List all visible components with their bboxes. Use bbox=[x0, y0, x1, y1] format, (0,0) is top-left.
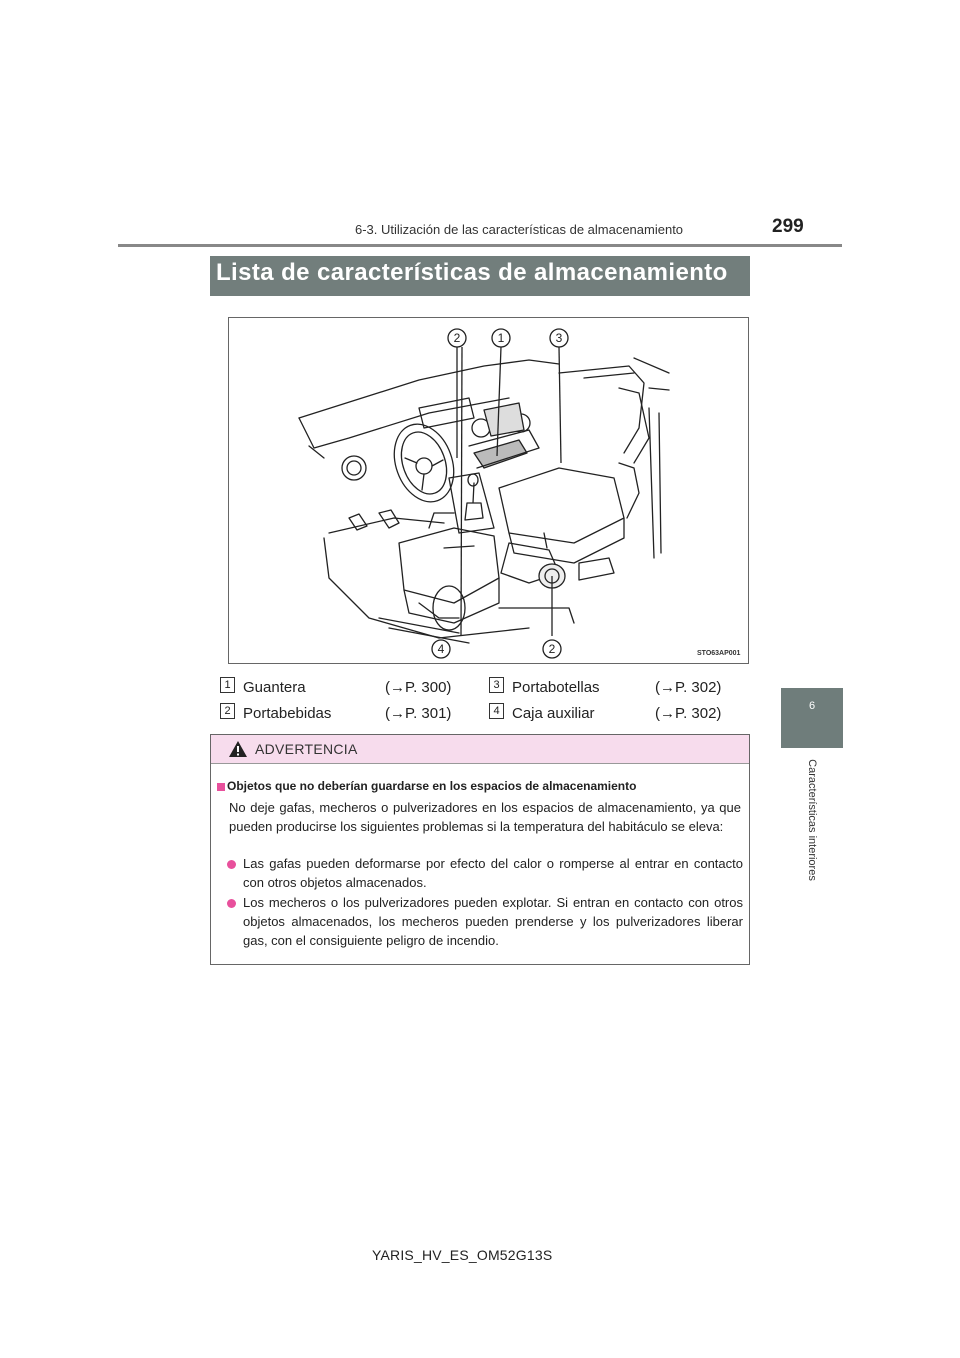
legend-page-ref: (→P. 300) bbox=[385, 679, 452, 696]
legend-number: 1 bbox=[220, 677, 235, 693]
legend-page-ref: (→P. 301) bbox=[385, 705, 452, 722]
legend-number: 3 bbox=[489, 677, 504, 693]
chapter-tab bbox=[781, 688, 843, 748]
car-interior-illustration bbox=[228, 317, 749, 664]
legend-label: Portabotellas bbox=[512, 679, 600, 696]
callout-label: 3 bbox=[555, 331, 563, 345]
banner-title: Lista de características de almacenamiento bbox=[216, 259, 728, 286]
car-interior-drawing bbox=[229, 318, 750, 665]
legend-page-ref: (→P. 302) bbox=[655, 705, 722, 722]
legend-label: Guantera bbox=[243, 679, 306, 696]
legend-label: Portabebidas bbox=[243, 705, 332, 722]
legend-number: 2 bbox=[220, 703, 235, 719]
bullet-icon bbox=[227, 860, 236, 869]
legend-label: Caja auxiliar bbox=[512, 705, 595, 722]
section-marker-icon bbox=[217, 783, 225, 791]
warning-triangle-icon bbox=[228, 740, 248, 763]
callout-label: 4 bbox=[437, 642, 445, 656]
warning-heading: Objetos que no deberían guardarse en los espacios de almacenamiento bbox=[227, 779, 637, 793]
figure-code: STO63AP001 bbox=[697, 650, 741, 657]
warning-bullet: Las gafas pueden deformarse por efecto del calor o romperse al entrar en contacto con otros objetos almacenados. bbox=[243, 856, 743, 890]
callout-label: 2 bbox=[453, 331, 461, 345]
warning-bullet: Los mecheros o los pulverizadores pueden explotar. Si entran en contacto con otros objetos almacenados, los mecheros pueden prenderse y los pulverizadores liberar gas, con el consiguiente peligro de incendio. bbox=[243, 895, 743, 948]
chapter-tab-label: Características interiores bbox=[806, 759, 818, 881]
callout-label: 2 bbox=[548, 642, 556, 656]
chapter-tab-number: 6 bbox=[808, 700, 816, 712]
warning-intro: No deje gafas, mecheros o pulverizadores en los espacios de almacenamiento, ya que pueden producirse los siguientes problemas si la temperatura del habitáculo se eleva: bbox=[229, 800, 741, 834]
page-number: 299 bbox=[772, 216, 804, 237]
callout-label: 1 bbox=[497, 331, 505, 345]
legend-number: 4 bbox=[489, 703, 504, 719]
warning-title: ADVERTENCIA bbox=[255, 741, 358, 757]
header-rule bbox=[118, 244, 842, 247]
legend-page-ref: (→P. 302) bbox=[655, 679, 722, 696]
bullet-icon bbox=[227, 899, 236, 908]
section-title: 6-3. Utilización de las características de almacenamiento bbox=[355, 222, 684, 237]
footer-document-code: YARIS_HV_ES_OM52G13S bbox=[372, 1247, 553, 1263]
